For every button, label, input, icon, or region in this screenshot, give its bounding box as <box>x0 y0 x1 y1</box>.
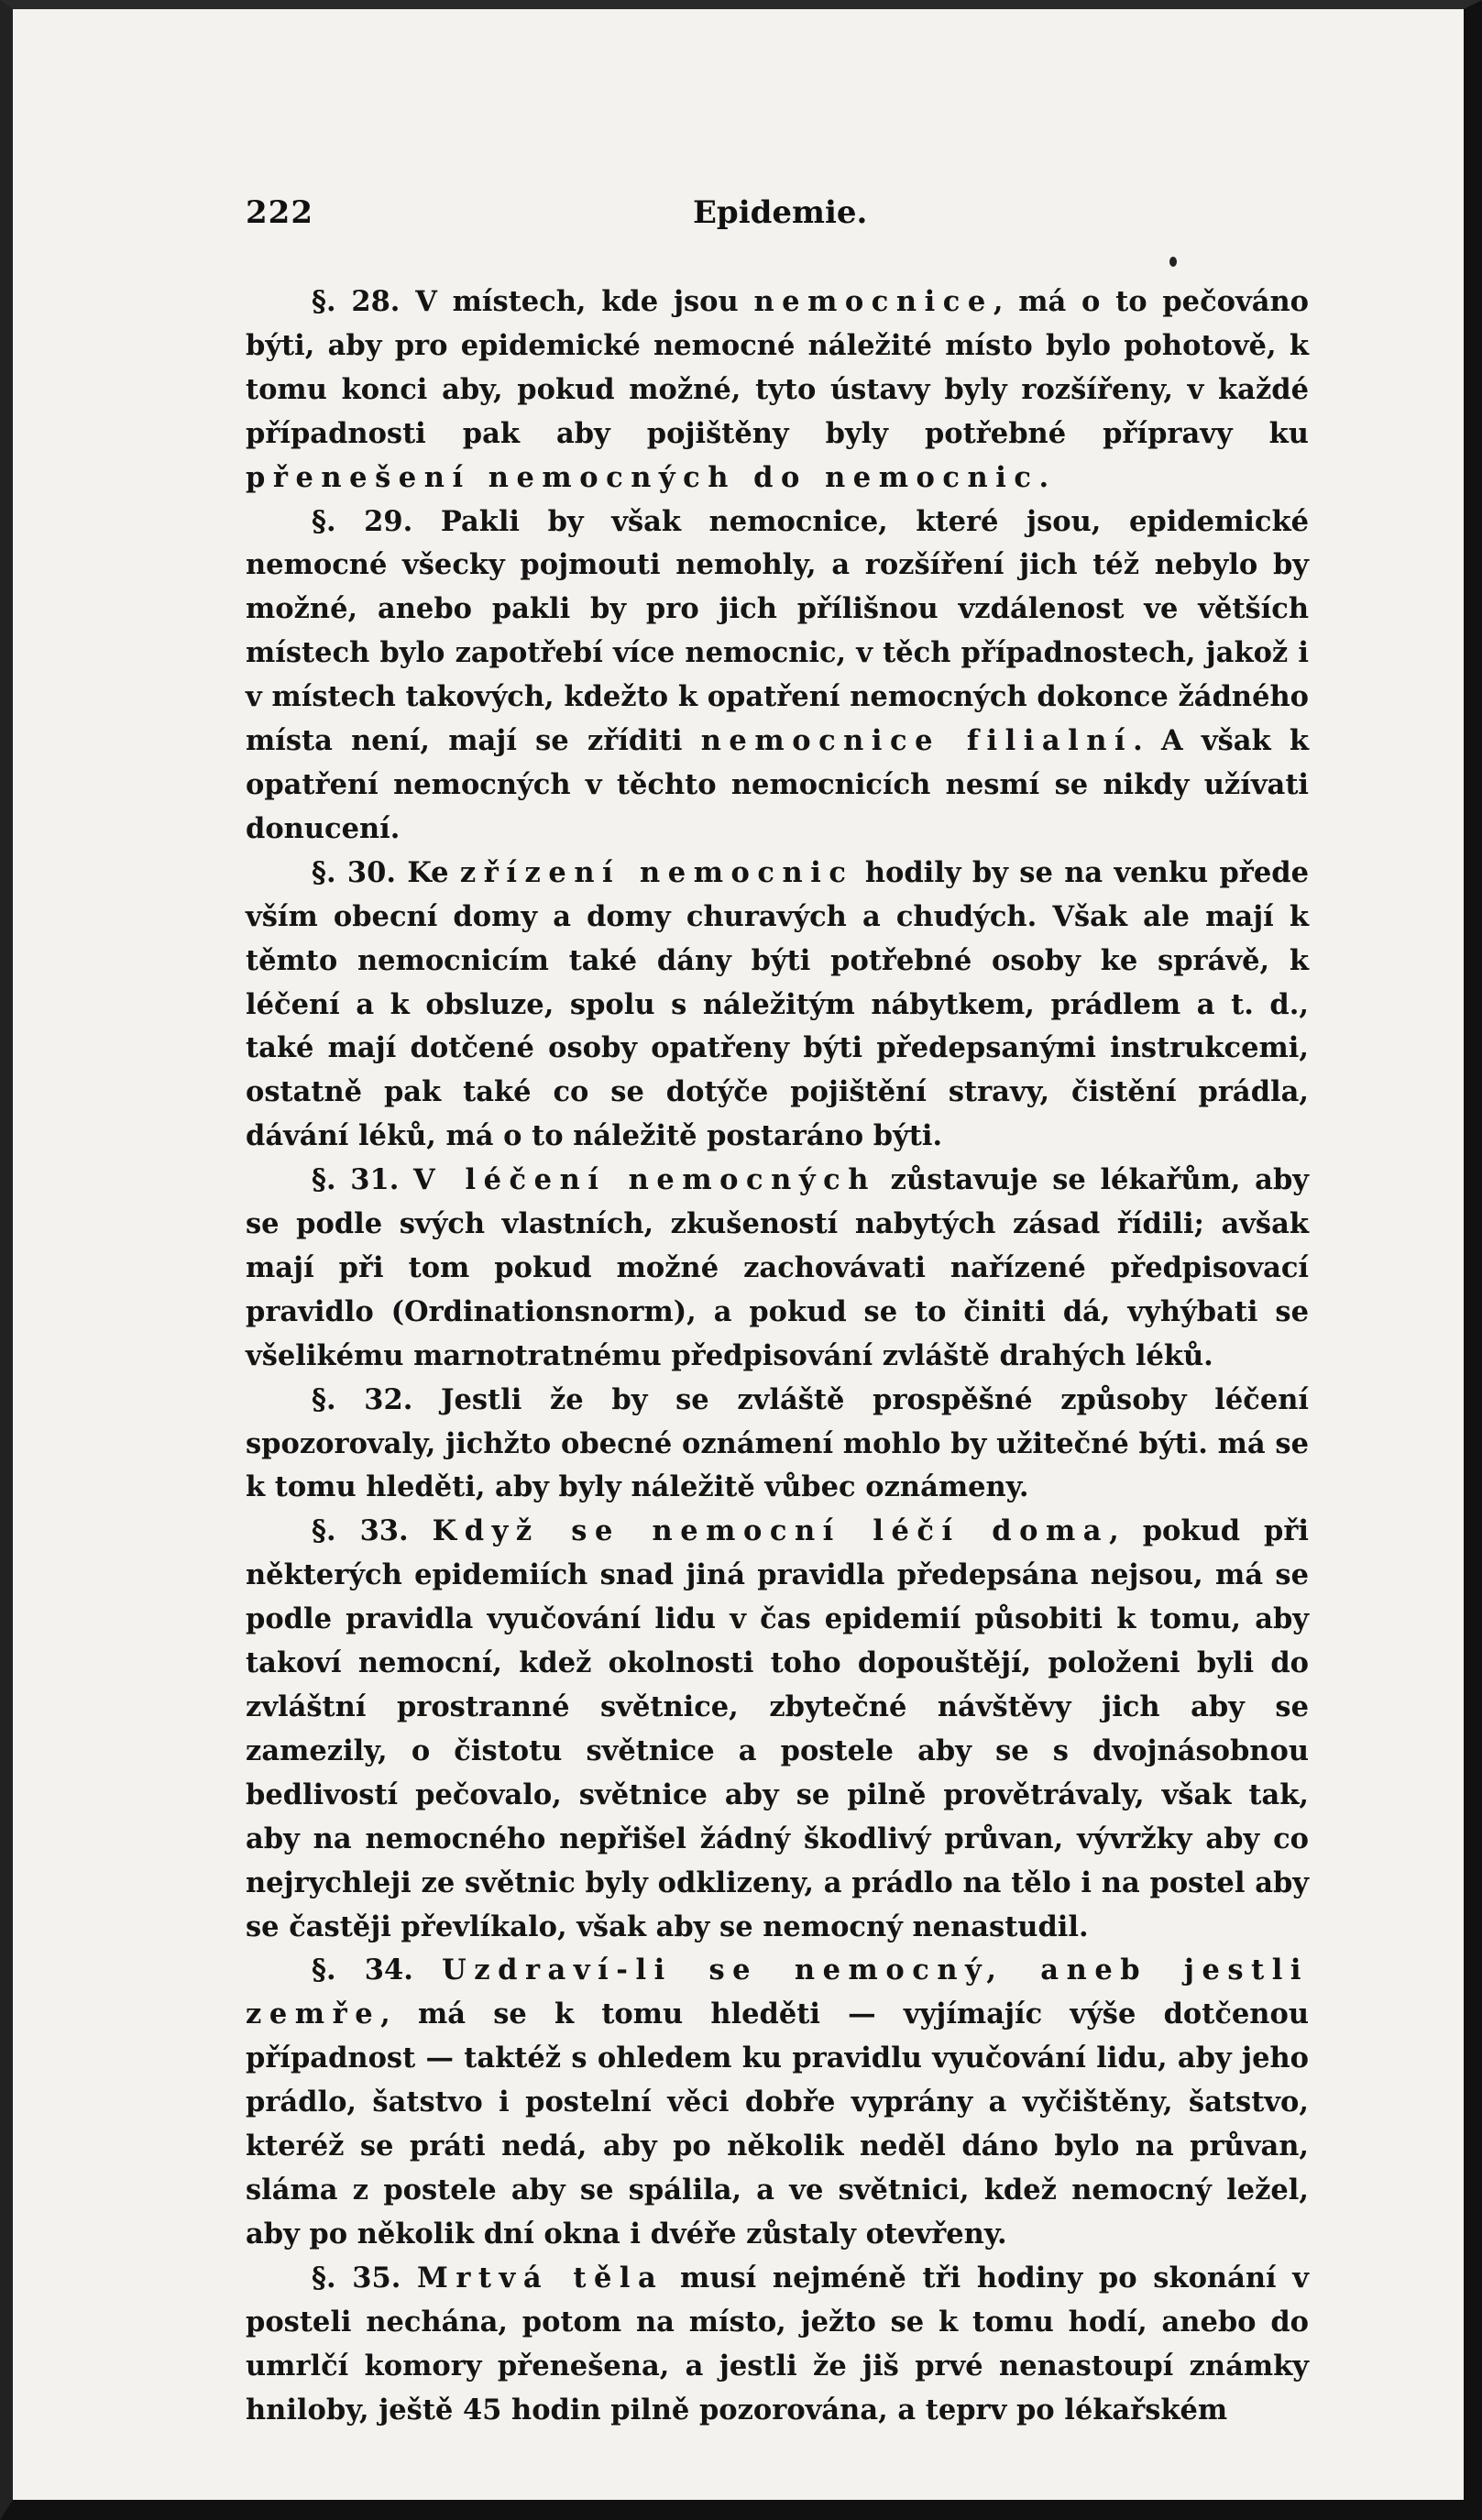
paragraph-text: Jestli že by se zvláště prospěšné způsoby léčení spozorovaly, jichžto obecné oznámení mohlo by užitečné býti. má se k tomu hleděti, aby byly náležitě vůbec oznámeny. <box>246 1382 1309 1504</box>
paragraph-text <box>413 1953 442 1986</box>
paragraph-text: , má se k tomu hleděti — vyjímajíc výše dotčenou případnost — taktéž s ohledem ku pravidlu vyučování lidu, aby jeho prádlo, šatstvo i postelní věci dobře vyprány a vyčištěny, šatstvo, kteréž se práti nedá, aby po několik neděl dáno bylo na průvan, sláma z postele aby se spálila, a ve světnici, kdež nemocný ležel, aby po několik dní okna i dvéře zůstaly otevřeny. <box>246 1997 1309 2250</box>
paragraph-text: hodily by se na venku přede vším obecní domy a domy churavých a chudých. Však ale mají k těmto nemocnicím také dány býti potřebné osoby ke správě, k léčení a k obsluze, spolu s náležitým nábytkem, prádlem a t. d., také mají dotčené osoby opatřeny býti předepsanými instrukcemi, ostatně pak také co se dotýče pojištění stravy, čistění prádla, dávání léků, má o to náležitě postaráno býti. <box>246 855 1310 1153</box>
section-number: §. 33. <box>312 1514 409 1548</box>
paragraph-text: musí nejméně tři hodiny po skonání v posteli nechána, potom na místo, ježto se k tomu hodí, anebo do umrlčí komory přenešena, a jestli že jiš prvé nenastoupí známky hniloby, ještě 45 hodin pilně pozorována, a teprv po lékařském <box>246 2261 1310 2426</box>
spaced-emphasis: Uzdraví-li se nemocný, aneb jestli zemře <box>246 1953 1310 2031</box>
body-text <box>246 281 1309 2432</box>
paragraph <box>246 1379 1309 1511</box>
section-number: §. 28. <box>312 285 401 318</box>
paragraph <box>246 1510 1309 1949</box>
spaced-emphasis: nemocnice filialní <box>700 724 1134 758</box>
spaced-emphasis: zřízení nemocnic <box>459 855 854 889</box>
paragraph <box>246 852 1309 1159</box>
paragraph-text <box>409 1514 433 1547</box>
paragraph <box>246 281 1309 501</box>
spaced-emphasis: přenešení nemocných do nemocnic <box>246 460 1039 494</box>
spaced-emphasis: nemocnice <box>753 285 993 318</box>
page-number: 222 <box>246 194 313 231</box>
paragraph-text: V místech, kde jsou <box>400 285 754 318</box>
spaced-emphasis: V léčení nemocných <box>413 1163 876 1197</box>
section-number: §. 30. <box>312 855 396 889</box>
paragraph <box>246 1159 1309 1379</box>
paragraph-text: , pokud při některých epidemiích snad jiná pravidla předepsána nejsou, má se podle pravidla vyučování lidu v čas epidemií působiti k tomu, aby takoví nemocní, kdež okolnosti toho dopouštějí, položeni byli do zvláštní prostranné světnice, zbytečné návštěvy jich aby se zamezily, o čistotu světnice a postele aby se s dvojnásobnou bedlivostí pečovalo, světnice aby se pilně provětrávaly, však tak, aby na nemocného nepřišel žádný škodlivý průvan, vývržky aby co nejrychleji ze světnic byly odklizeny, a prádlo na tělo i na postel aby se častěji převlíkalo, však aby se nemocný nenastudil. <box>246 1514 1310 1943</box>
paragraph <box>246 501 1309 852</box>
paragraph-text: . A však k opatření nemocných v těchto nemocnicích nesmí se nikdy užívati donucení. <box>246 724 1310 845</box>
section-number: §. 35. <box>312 2261 401 2294</box>
paragraph-text: . <box>1038 460 1049 494</box>
paragraph <box>246 2257 1309 2433</box>
page-header <box>246 194 1309 240</box>
paragraph-text: zůstavuje se lékařům, aby se podle svých vlastních, zkušeností nabytých zásad řídili; avšak mají při tom pokud možné zachovávati nařízené předpisovací pravidlo (Ordinationsnorm), a pokud se to činiti dá, vyhýbati se všelikému marnotratnému předpisování zvláště drahých léků. <box>246 1163 1309 1372</box>
section-number: §. 31. <box>312 1163 400 1197</box>
section-number: §. 32. <box>312 1382 413 1416</box>
running-title: Epidemie. <box>693 194 868 231</box>
section-number: §. 34. <box>312 1953 413 1987</box>
paragraph-text <box>401 2261 417 2294</box>
paragraph-text: Ke <box>395 855 460 889</box>
spaced-emphasis: Mrtvá těla <box>417 2261 664 2294</box>
spaced-emphasis: Když se nemocní léčí doma <box>432 1514 1110 1548</box>
paragraph-text: , má o to pečováno býti, aby pro epidemické nemocné náležité místo bylo pohotově, k tomu konci aby, pokud možné, tyto ústavy byly rozšířeny, v každé případnosti pak aby pojištěny byly potřebné přípravy ku <box>246 285 1310 450</box>
paragraph-text <box>399 1163 413 1196</box>
paragraph-text: Pakli by však nemocnice, které jsou, epidemické nemocné všecky pojmouti nemohly, a rozšíření jich též nebylo by možné, anebo pakli by pro jich přílišnou vzdálenost ve větších místech bylo zapotřebí více nemocnic, v těch případnostech, jakož i v místech takových, kdežto k opatření nemocných dokonce žádného místa není, mají se zříditi <box>246 504 1310 758</box>
section-number: §. 29. <box>312 504 413 538</box>
paragraph <box>246 1949 1309 2256</box>
ink-speck <box>1169 257 1177 267</box>
